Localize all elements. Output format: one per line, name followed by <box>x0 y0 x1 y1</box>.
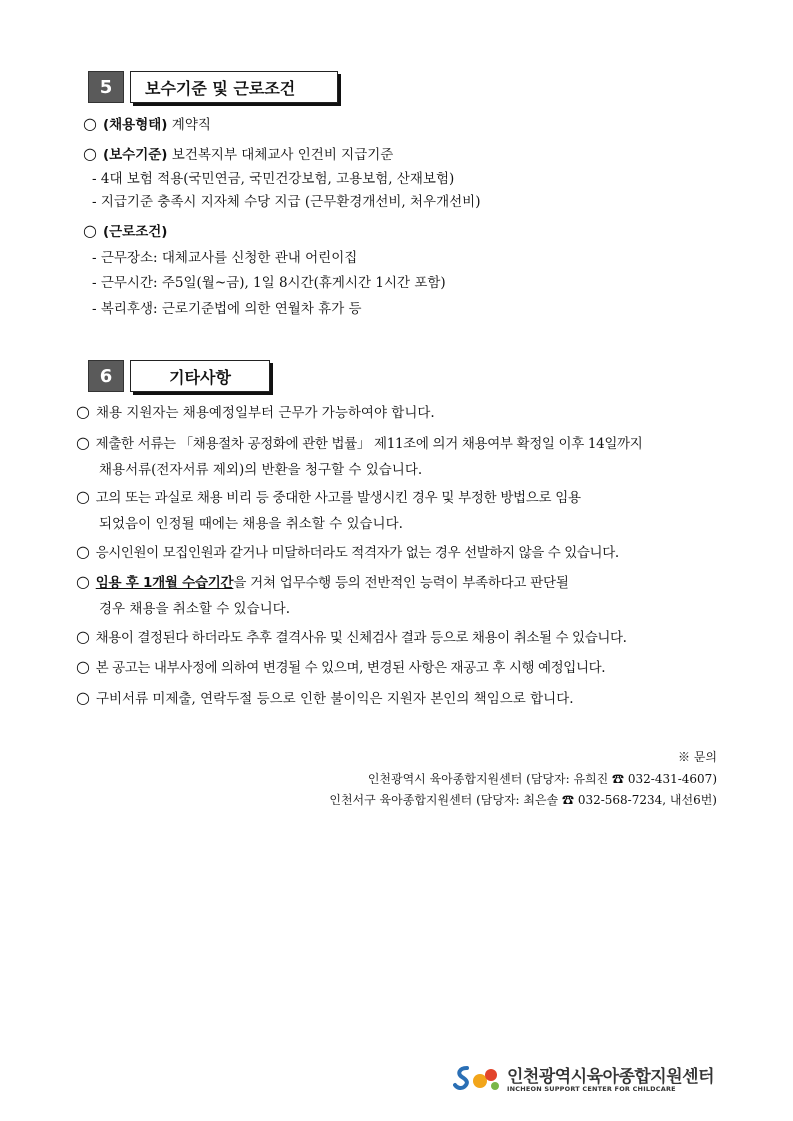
section-title: 기타사항 <box>130 360 270 392</box>
working-conditions-item: - 복리후생: 근로기준법에 의한 연월차 휴가 등 <box>92 301 362 317</box>
note-item <box>76 656 605 676</box>
bullet: ○ <box>83 144 97 163</box>
employment-type-label: (채용형태) <box>102 117 168 133</box>
note-text: 본 공고는 내부사정에 의하여 변경될 수 있으며, 변경된 사항은 재공고 후 시행 예정입니다. <box>95 660 606 676</box>
pay-standard-line <box>83 143 393 163</box>
bullet: ○ <box>76 657 90 676</box>
section-5-header <box>88 71 338 103</box>
logo-name-en: INCHEON SUPPORT CENTER FOR CHILDCARE <box>507 1085 676 1093</box>
working-conditions-line <box>83 220 167 240</box>
working-conditions-item: - 근무장소: 대체교사를 신청한 관내 어린이집 <box>92 250 358 266</box>
note-item <box>76 626 627 646</box>
note-text: 구비서류 미제출, 연락두절 등으로 인한 불이익은 지원자 본인의 책임으로 합니다. <box>95 691 574 707</box>
bullet: ○ <box>76 572 90 591</box>
bullet: ○ <box>76 688 90 707</box>
employment-type-value: 계약직 <box>171 117 211 133</box>
bullet: ○ <box>76 433 90 452</box>
note-text: 을 거쳐 업무수행 등의 전반적인 능력이 부족하다고 판단될 <box>233 575 569 591</box>
bullet: ○ <box>76 487 90 506</box>
bullet: ○ <box>76 627 90 646</box>
working-conditions-label: (근로조건) <box>102 224 168 240</box>
center-logo <box>453 1062 714 1093</box>
logo-name-ko: 인천광역시육아종합지원센터 <box>507 1067 714 1087</box>
contact-line-seogu: 인천서구 육아종합지원센터 (담당자: 최은솔 ☎ 032-568-7234, 내선6번) <box>329 793 717 807</box>
section-number: 5 <box>88 71 124 103</box>
contact-heading: ※ 문의 <box>678 750 717 764</box>
pay-standard-value: 보건복지부 대체교사 인건비 지급기준 <box>171 147 394 163</box>
note-text: 응시인원이 모집인원과 같거나 미달하더라도 적격자가 없는 경우 선발하지 않을 수 있습니다. <box>95 545 619 561</box>
note-item <box>76 432 642 452</box>
bullet: ○ <box>83 114 97 133</box>
note-text: 제출한 서류는 「채용절차 공정화에 관한 법률」 제11조에 의거 채용여부 확정일 이후 14일까지 <box>95 436 643 452</box>
pay-standard-item: - 지급기준 충족시 지자체 수당 지급 (근무환경개선비, 처우개선비) <box>92 194 481 210</box>
logo-mark-icon <box>453 1064 501 1092</box>
employment-type-line <box>83 113 211 133</box>
note-item <box>76 401 435 421</box>
bullet: ○ <box>83 221 97 240</box>
note-item <box>76 571 569 591</box>
note-item <box>76 541 619 561</box>
pay-standard-item: - 4대 보험 적용(국민연금, 국민건강보험, 고용보험, 산재보험) <box>92 171 455 187</box>
probation-emphasis: 임용 후 1개월 수습기간 <box>95 575 234 591</box>
section-title: 보수기준 및 근로조건 <box>130 71 338 103</box>
note-text-cont: 경우 채용을 취소할 수 있습니다. <box>99 601 290 617</box>
working-conditions-item: - 근무시간: 주5일(월~금), 1일 8시간(휴게시간 1시간 포함) <box>92 275 446 291</box>
section-6-header <box>88 360 270 392</box>
section-number: 6 <box>88 360 124 392</box>
note-item <box>76 687 574 707</box>
bullet: ○ <box>76 542 90 561</box>
note-item <box>76 486 581 506</box>
note-text: 채용이 결정된다 하더라도 추후 결격사유 및 신체검사 결과 등으로 채용이 취소될 수 있습니다. <box>95 630 627 646</box>
pay-standard-label: (보수기준) <box>102 147 168 163</box>
contact-line-incheon: 인천광역시 육아종합지원센터 (담당자: 유희진 ☎ 032-431-4607) <box>367 772 717 786</box>
note-text: 고의 또는 과실로 채용 비리 등 중대한 사고를 발생시킨 경우 및 부정한 방법으로 임용 <box>95 490 581 506</box>
bullet: ○ <box>76 402 90 421</box>
note-text-cont: 채용서류(전자서류 제외)의 반환을 청구할 수 있습니다. <box>99 462 423 478</box>
note-text-cont: 되었음이 인정될 때에는 채용을 취소할 수 있습니다. <box>99 516 403 532</box>
note-text: 채용 지원자는 채용예정일부터 근무가 가능하여야 합니다. <box>95 405 435 421</box>
